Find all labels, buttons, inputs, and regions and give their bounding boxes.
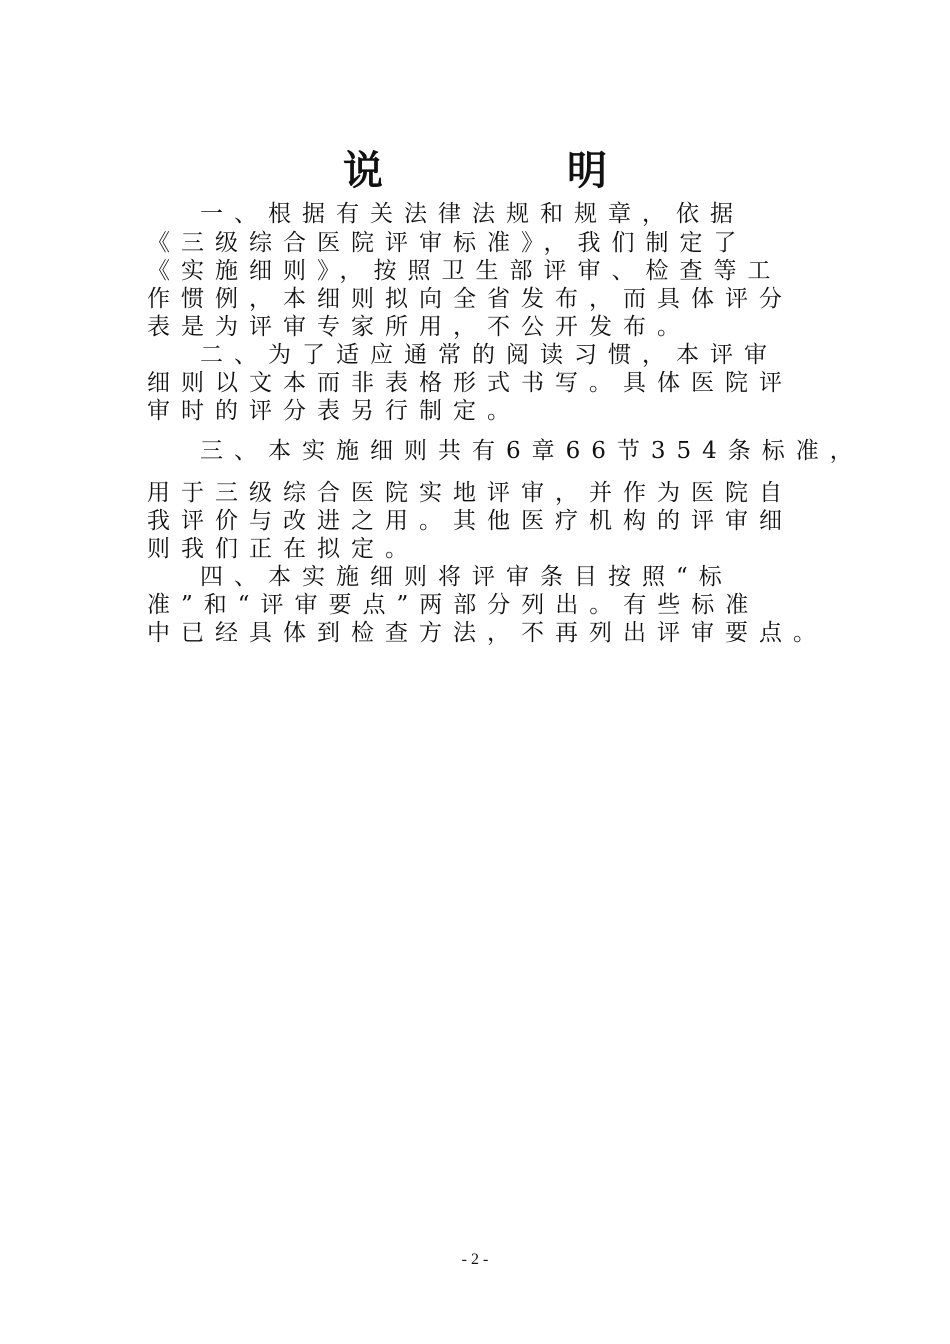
paragraph-line: 我评价与改进之用。其他医疗机构的评审细 [147, 508, 793, 534]
paragraph-line: 表是为评审专家所用，不公开发布。 [147, 314, 691, 340]
paragraph-line: 细则以文本而非表格形式书写。具体医院评 [147, 370, 793, 396]
paragraph-line: 用于三级综合医院实地评审，并作为医院自 [147, 480, 793, 506]
paragraph-line: 《实施细则》，按照卫生部评审、检查等工 [147, 258, 782, 284]
page-number: - 2 - [461, 1251, 489, 1268]
paragraph-line: 《三级综合医院评审标准》，我们制定了 [147, 230, 748, 256]
paragraph-line: 准”和“评审要点”两部分列出。有些标准 [147, 592, 760, 618]
paragraph-line: 审时的评分表另行制定。 [147, 398, 521, 424]
paragraph-line: 三、本实施细则共有6章66节354条标准， [200, 438, 864, 464]
paragraph-line: 二、为了适应通常的阅读习惯，本评审 [200, 342, 778, 368]
paragraph-line: 四、本实施细则将评审条目按照“标 [200, 564, 733, 590]
page-title: 说 明 [343, 147, 679, 194]
paragraph-line: 中已经具体到检查方法，不再列出评审要点。 [147, 620, 827, 646]
paragraph-line: 则我们正在拟定。 [147, 536, 419, 562]
paragraph-line: 作惯例，本细则拟向全省发布，而具体评分 [147, 286, 793, 312]
paragraph-line: 一、根据有关法律法规和规章，依据 [200, 201, 744, 227]
